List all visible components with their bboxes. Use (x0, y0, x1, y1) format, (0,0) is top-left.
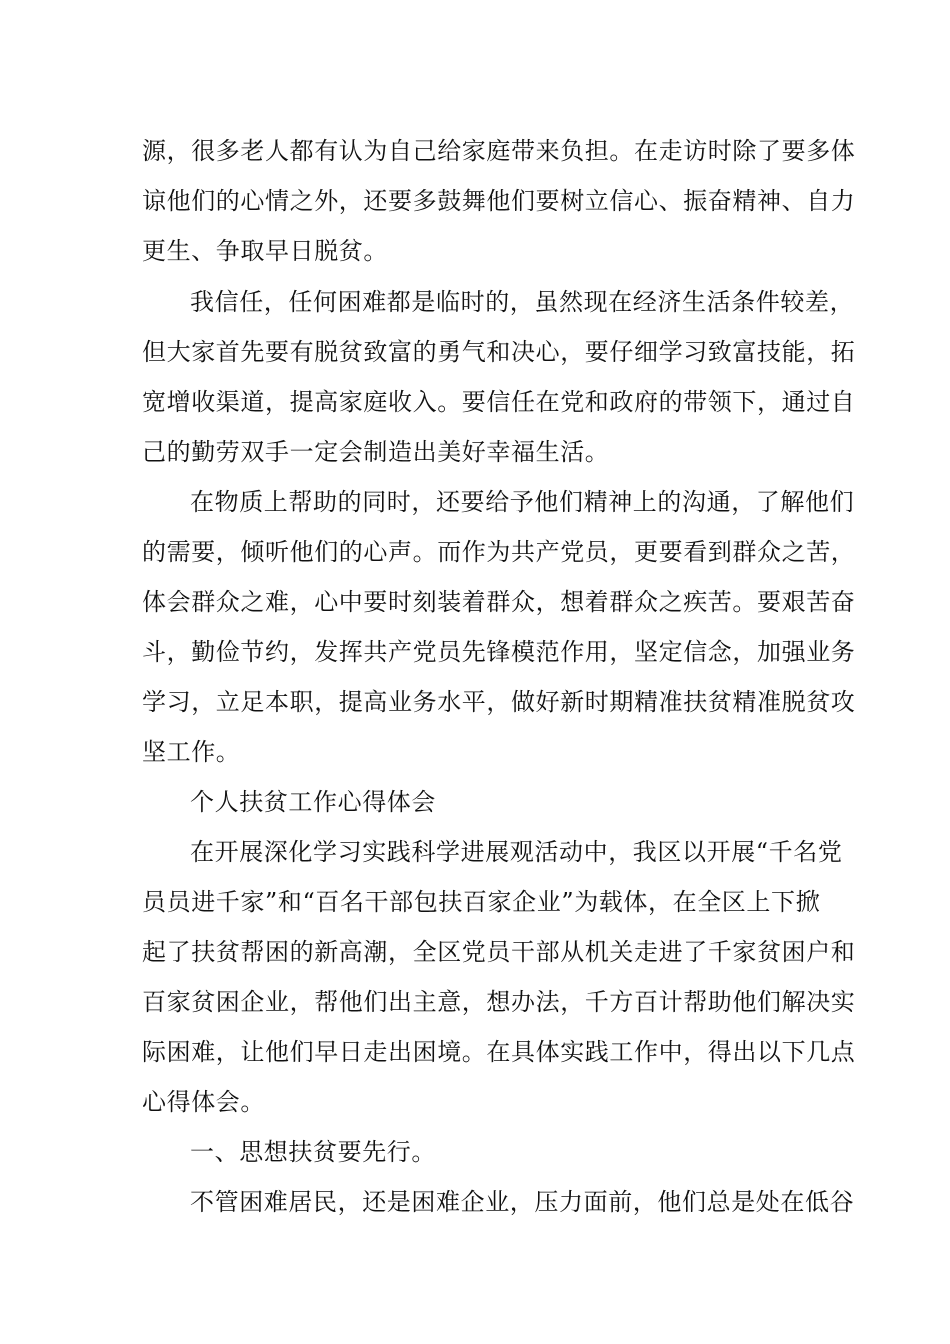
text-line: 我信任，任何困难都是临时的，虽然现在经济生活条件较差， (190, 288, 855, 316)
text-line: 源，很多老人都有认为自己给家庭带来负担。在走访时除了要多体 (142, 137, 856, 165)
text-line: 员员进千家”和“百名干部包扶百家企业”为载体，在全区上下掀 (142, 888, 821, 916)
text-line: 宽增收渠道，提高家庭收入。要信任在党和政府的带领下，通过自 (142, 388, 856, 416)
text-line: 际困难，让他们早日走出困境。在具体实践工作中，得出以下几点 (142, 1038, 856, 1066)
text-line: 不管困难居民，还是困难企业，压力面前，他们总是处在低谷 (190, 1188, 855, 1216)
section-heading: 个人扶贫工作心得体会 (190, 788, 436, 816)
text-line: 在物质上帮助的同时，还要给予他们精神上的沟通，了解他们 (190, 488, 855, 516)
text-line: 在开展深化学习实践科学进展观活动中，我区以开展“千名党 (190, 838, 843, 866)
text-line: 百家贫困企业，帮他们出主意，想办法，千方百计帮助他们解决实 (142, 988, 856, 1016)
text-line: 己的勤劳双手一定会制造出美好幸福生活。 (142, 438, 610, 466)
text-line: 坚工作。 (142, 738, 241, 766)
subsection-heading: 一、思想扶贫要先行。 (190, 1138, 436, 1166)
text-line: 更生、争取早日脱贫。 (142, 237, 388, 265)
text-line: 学习，立足本职，提高业务水平，做好新时期精准扶贫精准脱贫攻 (142, 688, 856, 716)
text-line: 心得体会。 (142, 1088, 265, 1116)
text-line: 的需要，倾听他们的心声。而作为共产党员，更要看到群众之苦， (142, 538, 856, 566)
text-line: 谅他们的心情之外，还要多鼓舞他们要树立信心、振奋精神、自力 (142, 187, 856, 215)
text-line: 起了扶贫帮困的新高潮，全区党员干部从机关走进了千家贫困户和 (142, 938, 856, 966)
text-line: 但大家首先要有脱贫致富的勇气和决心，要仔细学习致富技能，拓 (142, 338, 856, 366)
text-line: 体会群众之难，心中要时刻装着群众，想着群众之疾苦。要艰苦奋 (142, 588, 856, 616)
text-line: 斗，勤俭节约，发挥共产党员先锋模范作用，坚定信念，加强业务 (142, 638, 856, 666)
